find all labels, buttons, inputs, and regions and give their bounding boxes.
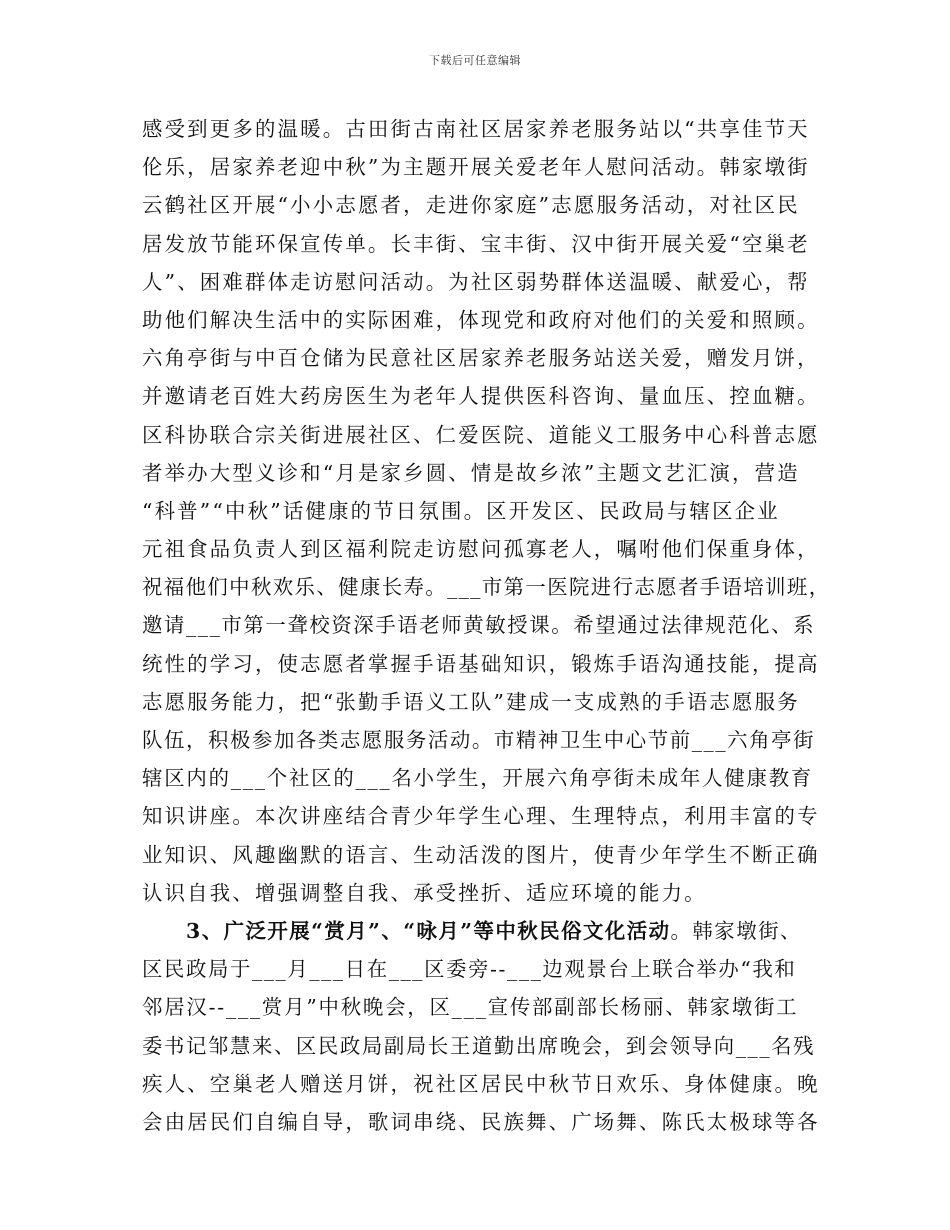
page-header: 下载后可任意编辑 [429,54,521,67]
text-line: 邻居汉--___赏月”中秋晚会，区___宣传部副部长杨丽、韩家墩街工 [142,995,799,1020]
text-line: 居发放节能环保宣传单。长丰街、宝丰街、汉中街开展关爱“空巢老 [142,231,810,256]
text-line: 感受到更多的温暖。古田街古南社区居家养老服务站以“共享佳节天 [142,117,810,141]
text-line: 并邀请老百姓大药房医生为老年人提供医科咨询、量血压、控血糖。 [142,384,820,409]
text-line: 云鹤社区开展“小小志愿者，走进你家庭”志愿服务活动，对社区民 [142,193,800,218]
text-line: 人”、困难群体走访慰问活动。为社区弱势群体送温暖、献爱心，帮 [142,269,810,294]
text-line: 业知识、风趣幽默的语言、生动活泼的图片，使青少年学生不断正确 [142,842,820,867]
text-line: 伦乐，居家养老迎中秋”为主题开展关爱老年人慰问活动。韩家墩街 [142,155,810,180]
text-line: 委书记邹慧来、区民政局副局长王道勤出席晚会，到会领导向___名残 [142,1033,816,1058]
text-line: 助他们解决生活中的实际困难，体现党和政府对他们的关爱和照顾。 [142,307,820,332]
text-line: 六角亭街与中百仓储为民意社区居家养老服务站送关爱，赠发月饼， [142,346,820,371]
text-line: 知识讲座。本次讲座结合青少年学生心理、生理特点，利用丰富的专 [142,804,820,829]
text-line: 志愿服务能力，把“张勤手语义工队”建成一支成熟的手语志愿服务 [142,689,800,714]
text-line: 辖区内的___个社区的___名小学生，开展六角亭街未成年人健康教育 [142,766,814,791]
text-line: 祝福他们中秋欢乐、健康长寿。___市第一医院进行志愿者手语培训班， [142,575,831,600]
text-line: 区民政局于___月___日在___区委旁--___边观景台上联合举办“我和 [142,957,797,982]
paragraph-3-first-line [142,912,822,950]
text-line: 认识自我、增强调整自我、承受挫折、适应环境的能力。 [142,880,707,905]
text-line: 者举办大型义诊和“月是家乡圆、情是故乡浓”主题文艺汇演，营造 [142,460,800,485]
text-line: “科普”“中秋”话健康的节日氛围。区开发区、民政局与辖区企业 [142,498,780,523]
text-line: 会由居民们自编自导，歌词串绕、民族舞、广场舞、陈氏太极球等各 [142,1109,820,1134]
text-line: 邀请___市第一聋校资深手语老师黄敏授课。希望通过法律规范化、系 [142,613,816,638]
document-body [142,110,831,1141]
text-line: 统性的学习，使志愿者掌握手语基础知识，锻炼手语沟通技能，提高 [142,651,820,676]
section-heading: 3、广泛开展“赏月”、“咏月”等中秋民俗文化活动 [186,918,671,943]
text-line: 元祖食品负责人到区福利院走访慰问孤寡老人，嘱咐他们保重身体， [142,537,820,562]
text-line: 疾人、空巢老人赠送月饼，祝社区居民中秋节日欢乐、身体健康。晚 [142,1071,820,1096]
text-line: 区科协联合宗关街进展社区、仁爱医院、道能义工服务中心科普志愿 [142,422,820,447]
section-heading-continuation: 。韩家墩街、 [670,918,802,943]
text-line: 队伍，积极参加各类志愿服务活动。市精神卫生中心节前___六角亭街 [142,728,816,752]
